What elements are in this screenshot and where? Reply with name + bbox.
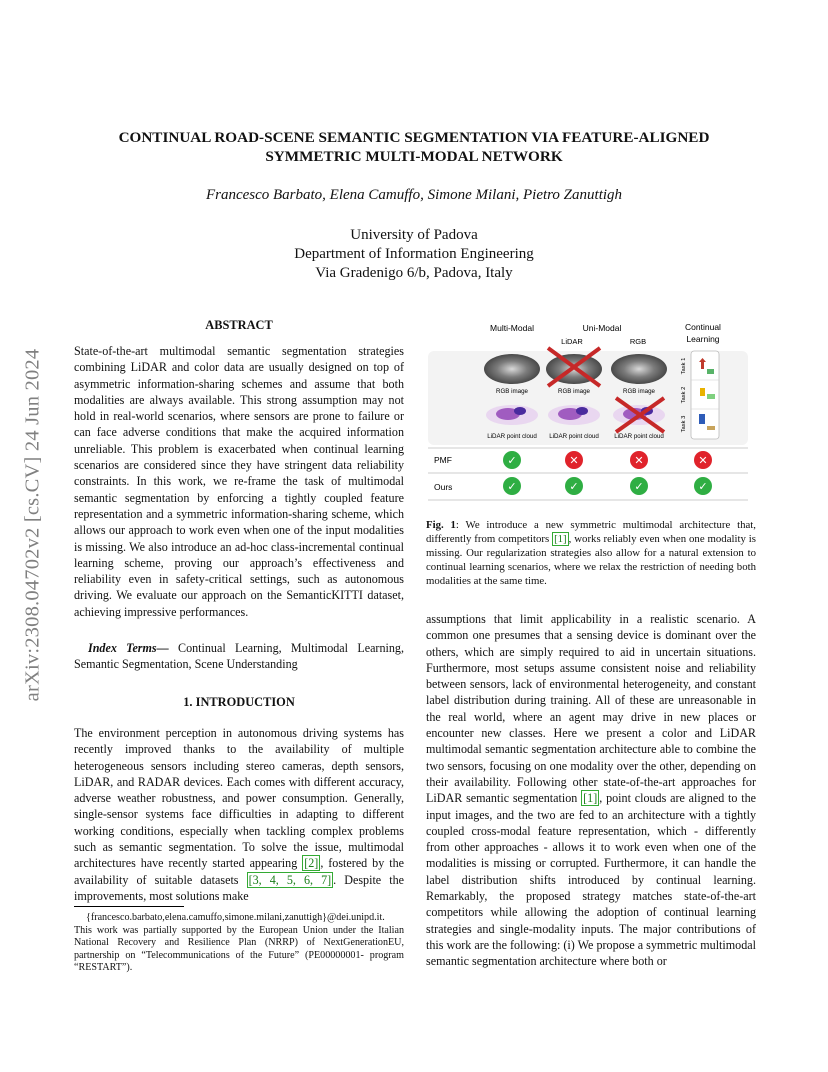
intro-text-2: , fostered by the availability of suitable datasets (74, 856, 404, 887)
svg-text:✓: ✓ (507, 481, 517, 493)
fig-header-unimodal: Uni-Modal (582, 323, 622, 333)
pmf-result-2-cross-icon (565, 451, 583, 469)
title-line-1: CONTINUAL ROAD-SCENE SEMANTIC SEGMENTATION VIA FEATURE-ALIGNED (118, 129, 710, 146)
figure-1 (428, 318, 756, 518)
paper-title (60, 128, 768, 166)
task-2-label: Task 2 (681, 386, 687, 404)
arxiv-identifier (18, 290, 48, 760)
svg-text:LiDAR point cloud: LiDAR point cloud (549, 433, 599, 440)
citation-link-2[interactable]: [2] (304, 856, 319, 871)
fig-header-multimodal: Multi-Modal (490, 323, 534, 333)
authors: Francesco Barbato, Elena Camuffo, Simone Milani, Pietro Zanuttigh (205, 187, 623, 203)
footnote-emails: {francesco.barbato,elena.camuffo,simone.milani,zanuttigh}@dei.unipd.it. (86, 912, 385, 923)
right-column-paragraph (426, 611, 756, 970)
index-terms-label: Index Terms— (88, 641, 169, 655)
citation-link-1[interactable]: [1] (554, 533, 567, 545)
svg-text:RGB image: RGB image (623, 388, 655, 395)
fig-header-continual: Continual (685, 322, 721, 332)
caption-text-1: : We introduce a new symmetric multimodal architecture that, differently from competitors (426, 519, 757, 545)
svg-text:✕: ✕ (634, 455, 644, 467)
task-1-label: Task 1 (681, 357, 687, 375)
intro-heading: 1. INTRODUCTION (183, 695, 295, 709)
svg-text:✕: ✕ (569, 455, 579, 467)
svg-text:RGB image: RGB image (558, 388, 590, 395)
fig-header-lidar: LiDAR (561, 337, 583, 346)
task-3-label: Task 3 (681, 415, 687, 433)
ours-result-4-check-icon (694, 477, 712, 495)
figure-label: Fig. 1 (426, 519, 456, 531)
pmf-result-4-cross-icon (694, 451, 712, 469)
footnote-rule (74, 906, 184, 907)
svg-text:LiDAR point cloud: LiDAR point cloud (487, 433, 537, 440)
row-label-pmf: PMF (434, 455, 452, 465)
fig-header-rgb: RGB (629, 337, 647, 346)
affiliation (60, 226, 768, 283)
svg-text:✓: ✓ (569, 481, 579, 493)
intro-paragraph (74, 725, 404, 904)
citation-link-1-body[interactable]: [1] (583, 791, 598, 806)
ours-result-1-check-icon (503, 477, 521, 495)
pmf-result-1-check-icon (503, 451, 521, 469)
abstract-heading: ABSTRACT (205, 318, 273, 332)
row-label-ours: Ours (434, 482, 453, 492)
svg-text:RGB image: RGB image (496, 388, 528, 395)
footnote-funding: This work was partially supported by the European Union under the Italian National Recovery and Resilience Plan (NRRP) of NextGenerationEU, partnership on “Telecommunications of the Future” (PE00000001- program “RESTART”). (74, 924, 404, 974)
citation-link-datasets[interactable]: [3, 4, 5, 6, 7] (248, 872, 332, 887)
index-terms-text: Continual Learning, Multimodal Learning, Semantic Segmentation, Scene Understanding (74, 641, 404, 672)
abstract-text: State-of-the-art multimodal semantic segmentation strategies combining LiDAR and color data are usually designed on top of asymmetric information-sharing schemes and assume that both modalities are always available. This strong assumption may not hold in real-world scenarios, where sensors are prone to failure or can face adverse conditions that make the acquired information unreliable. This problem is exacerbated when continual learning scenarios are considered since they have stringent data reliability constraints. In this work, we re-frame the task of multimodal semantic segmentation by enforcing a tightly coupled feature representation and a symmetric information-sharing scheme, which allows our approach to work even when one of the input modalities is missing. We also introduce an ad-hoc class-incremental continual learning scheme, proving our approach’s effectiveness and reliability even in safety-critical settings, such as autonomous driving. We evaluate our approach on the SemanticKITTI dataset, achieving impressive performances. (74, 344, 404, 619)
svg-text:LiDAR point cloud: LiDAR point cloud (614, 433, 664, 440)
continual-tasks (681, 351, 719, 439)
index-terms (74, 640, 404, 673)
affiliation-address: Via Gradenigo 6/b, Padova, Italy (315, 265, 513, 281)
svg-text:✓: ✓ (634, 481, 644, 493)
caption-text-2: , works reliably even when one modality is missing. Our regularization strategies also allow for a natural extension to continual learning scenarios, where we relax the restriction of needing both modalities at the same time. (426, 533, 757, 587)
title-line-2: SYMMETRIC MULTI-MODAL NETWORK (265, 148, 563, 165)
arxiv-id-text: arXiv:2308.04702v2 [cs.CV] 24 Jun 2024 (21, 348, 44, 702)
svg-text:✕: ✕ (698, 455, 708, 467)
right-text-1: assumptions that limit applicability in a realistic scenario. A common one presumes that a sensing device is dominant over the others, which are simply required to aid in uncertain situations. Furthermore, most setups assume consistent noise and reliability between sensors, lack of environmental heterogeneity, and constant label distribution during training. All of these are unreasonable in the real world, where an agent may drive in new places or encounter new classes. Here we present a color and LiDAR multimodal semantic segmentation architecture able to combine the two sensors, focusing on one modality over the other, depending on their availability. Following other state-of-the-art approaches for LiDAR semantic segmentation (426, 612, 756, 806)
pmf-result-3-cross-icon (630, 451, 648, 469)
intro-text-3: . Despite the improvements, most solutions make (74, 872, 404, 903)
right-text-2: , point clouds are aligned to the input images, and the two are fed to an architecture with a tightly coupled cross-modal feature representation, which - differently from other approaches - allows it to work even when one of the modalities is missing or corrupted. Furthermore, it can handle the label distribution shifts introduced by continual learning. Remarkably, the proposed strategy matches state-of-the-art competitors while allowing the adoption of continual learning strategies and single-modality inputs. The major contributions of this work are the following: (i) We propose a symmetric multimodal semantic segmentation architecture where both or (426, 791, 757, 969)
footnote (74, 912, 404, 975)
task-2-icon (700, 388, 705, 396)
svg-text:✓: ✓ (507, 455, 517, 467)
fig-header-learning: Learning (686, 334, 720, 344)
ours-result-2-check-icon (565, 477, 583, 495)
task-3-icon (699, 414, 705, 424)
figure-1-caption (426, 518, 756, 588)
affiliation-department: Department of Information Engineering (294, 246, 534, 262)
svg-text:✓: ✓ (698, 481, 708, 493)
intro-text-1: The environment perception in autonomous driving systems has recently improved thanks to the availability of multiple heterogeneous sensors including stereo cameras, depth sensors, LiDAR, and RADAR devices. Each comes with different accuracy, adverse weather robustness, and power consumption. Generally, single-sensor systems face difficulties in adapting to different working conditions, especially when tackling complex problems such as semantic segmentation. To solve the issue, multimodal architectures have recently started appearing (74, 726, 404, 871)
figure-1-graphic (428, 318, 756, 518)
affiliation-university: University of Padova (350, 227, 478, 243)
ours-result-3-check-icon (630, 477, 648, 495)
